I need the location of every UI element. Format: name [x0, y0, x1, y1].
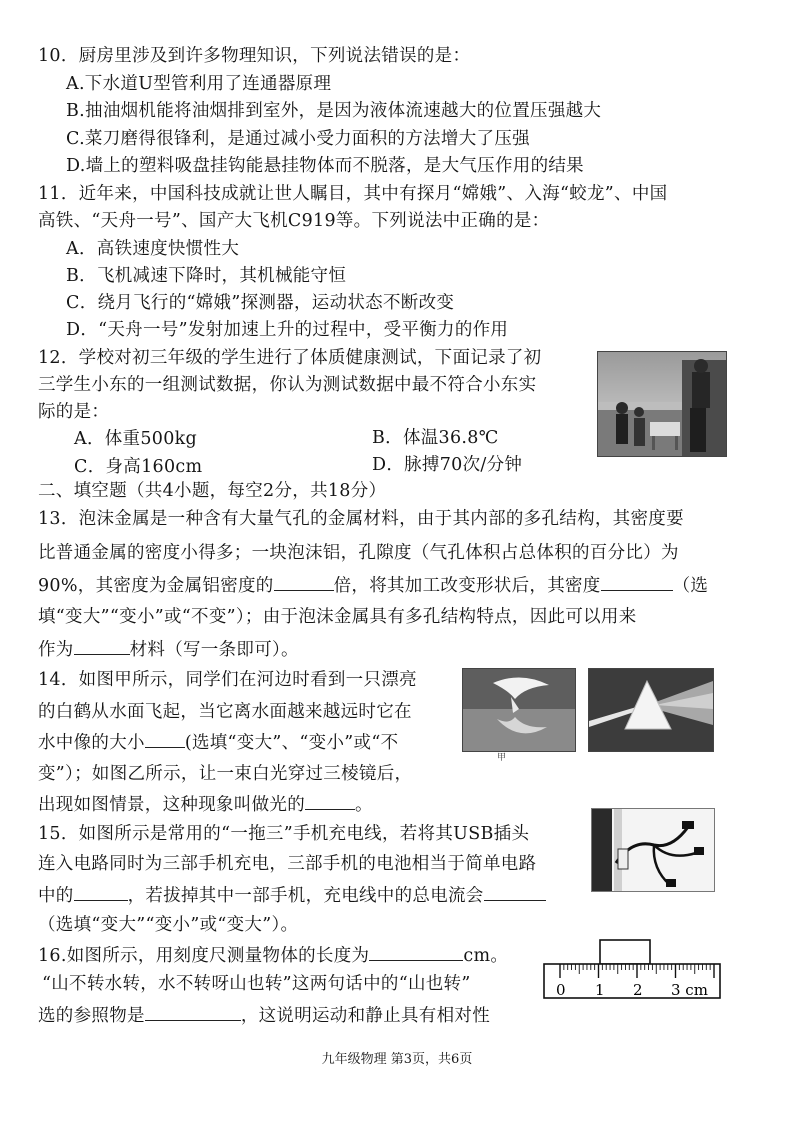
- q16-line3-text-a: 选的参照物是: [38, 1006, 145, 1026]
- q16-line1-text-a: 16.如图所示，用刻度尺测量物体的长度为: [38, 946, 370, 966]
- charging-cable-photo: [591, 808, 715, 892]
- q12-option-c: C．身高160cm: [74, 457, 203, 477]
- q15-answer-blank-1[interactable]: [74, 883, 128, 901]
- q13-answer-blank-2[interactable]: [601, 573, 673, 591]
- q14-line3-text-b: (选填“变大”、“变小”或“不: [184, 733, 399, 753]
- q13-line3-text-b: 倍，将其加工改变形状后，其密度: [333, 576, 601, 596]
- q14-answer-blank-2[interactable]: [305, 792, 355, 810]
- q15-line3: [38, 883, 546, 908]
- q13-line4: 填“变大”“变小”或“不变”）；由于泡沫金属具有多孔结构特点，因此可以用来: [38, 607, 637, 627]
- q13-line2: 比普通金属的密度小得多；一块泡沫铝，孔隙度（气孔体积占总体积的百分比）为: [38, 543, 679, 563]
- ruler-label-3: 3 cm: [671, 981, 708, 999]
- q14-line3-text-a: 水中像的大小: [38, 733, 145, 753]
- prism-dispersion-photo: [588, 668, 714, 752]
- q11-option-a: A．高铁速度快惯性大: [66, 239, 240, 259]
- q12-stem-line3: 际的是：: [38, 402, 110, 422]
- q12-stem-line1: 12．学校对初三年级的学生进行了体质健康测试，下面记录了初: [38, 348, 542, 368]
- q14-line5-text-b: 。: [355, 795, 373, 815]
- q15-line1: 15．如图所示是常用的“一拖三”手机充电线，若将其USB插头: [38, 824, 530, 844]
- ruler-svg: [542, 938, 722, 1002]
- q14-line4: 变”）；如图乙所示，让一束白光穿过三棱镜后，: [38, 764, 413, 784]
- q13-line1: 13．泡沫金属是一种含有大量气孔的金属材料，由于其内部的多孔结构，其密度要: [38, 509, 684, 529]
- ruler-label-1: 1: [595, 981, 605, 999]
- q16-answer-blank-2[interactable]: [145, 1003, 241, 1021]
- q15-line3-text-a: 中的: [38, 886, 74, 906]
- q16-line1: [38, 943, 508, 968]
- section-2-heading: 二、填空题（共4小题，每空2分，共18分）: [38, 481, 387, 501]
- q16-line3: [38, 1003, 490, 1028]
- q15-line3-text-b: ，若拔掉其中一部手机，充电线中的总电流会: [127, 886, 484, 906]
- page-footer: 九年级物理 第3页，共6页: [321, 1052, 473, 1067]
- q15-line2: 连入电路同时为三部手机充电，三部手机的电池相当于简单电路: [38, 854, 537, 874]
- q14-line2: 的白鹤从水面飞起，当它离水面越来越远时它在: [38, 702, 412, 722]
- ruler-figure: [542, 938, 722, 1002]
- q14-line5-text-a: 出现如图情景，这种现象叫做光的: [38, 795, 305, 815]
- q13-line5: [38, 637, 299, 662]
- crane-reflection-photo: [462, 668, 576, 752]
- figure-jia-label: 甲: [497, 753, 507, 763]
- q12-option-a: A．体重500kg: [74, 429, 198, 449]
- measured-block: [600, 940, 650, 964]
- q10-stem: 10．厨房里涉及到许多物理知识，下列说法错误的是：: [38, 46, 471, 66]
- q14-line1: 14．如图甲所示，同学们在河边时看到一只漂亮: [38, 670, 417, 690]
- q13-line3-text-c: （选: [672, 576, 709, 596]
- q11-option-d: D．“天舟一号”发射加速上升的过程中，受平衡力的作用: [66, 320, 509, 340]
- q11-stem-line1: 11．近年来，中国科技成就让世人瞩目，其中有探月“嫦娥”、入海“蛟龙”、中国: [38, 184, 668, 204]
- q16-line1-text-b: cm。: [463, 946, 509, 966]
- q13-line3: [38, 573, 708, 598]
- q10-option-b: B.抽油烟机能将油烟排到室外，是因为液体流速越大的位置压强越大: [66, 101, 602, 121]
- q14-line5: [38, 792, 373, 817]
- ruler-label-0: 0: [556, 981, 566, 999]
- q11-option-b: B．飞机减速下降时，其机械能守恒: [66, 266, 347, 286]
- q10-option-a: A.下水道U型管利用了连通器原理: [66, 74, 332, 94]
- q10-option-c: C.菜刀磨得很锋利，是通过减小受力面积的方法增大了压强: [66, 129, 530, 149]
- q13-line5-text-b: 材料（写一条即可）。: [129, 640, 299, 660]
- q14-line3: [38, 730, 398, 755]
- ruler-label-2: 2: [633, 981, 643, 999]
- q11-option-c: C．绕月飞行的“嫦娥”探测器，运动状态不断改变: [66, 293, 455, 313]
- q16-line3-text-b: ，这说明运动和静止具有相对性: [240, 1006, 491, 1026]
- q13-line3-text-a: 90%，其密度为金属铝密度的: [38, 576, 274, 596]
- q15-line4: （选填“变大”“变小”或“变大”）。: [38, 915, 299, 935]
- q13-line5-text-a: 作为: [38, 640, 74, 660]
- q12-stem-line2: 三学生小东的一组测试数据，你认为测试数据中最不符合小东实: [38, 375, 537, 395]
- q13-answer-blank-1[interactable]: [274, 573, 334, 591]
- q10-option-d: D.墙上的塑料吸盘挂钩能悬挂物体而不脱落，是大气压作用的结果: [66, 156, 584, 176]
- q16-answer-blank-1[interactable]: [369, 943, 463, 961]
- fitness-test-photo: [597, 351, 727, 457]
- q11-stem-line2: 高铁、“天舟一号”、国产大飞机C919等。下列说法中正确的是：: [38, 211, 550, 231]
- q15-answer-blank-2[interactable]: [484, 883, 546, 901]
- q16-line2: “山不转水转，水不转呀山也转”这两句话中的“山也转”: [42, 974, 471, 994]
- q12-option-d: D．脉搏70次/分钟: [372, 455, 523, 475]
- q13-answer-blank-3[interactable]: [74, 637, 130, 655]
- q14-answer-blank-1[interactable]: [145, 730, 185, 748]
- q12-option-b: B．体温36.8℃: [372, 428, 499, 448]
